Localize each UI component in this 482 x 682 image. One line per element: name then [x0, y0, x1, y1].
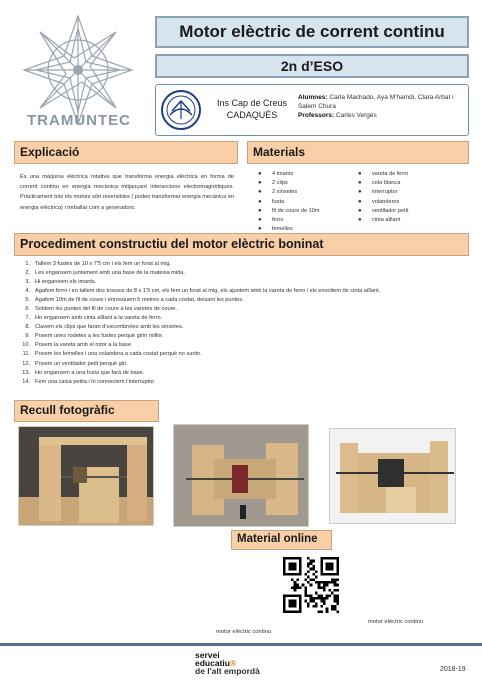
material-item	[258, 170, 358, 179]
course-level: 2n d’ESO	[155, 54, 469, 78]
school-year: 2018-19	[440, 666, 466, 673]
procedure-step	[18, 323, 468, 332]
logo-wordmark: TRAMUNTEC	[27, 112, 131, 129]
step-number: 5.	[25, 297, 30, 304]
material-item	[358, 207, 468, 216]
servei-educatiu-logo	[195, 651, 260, 675]
explicacio-text: És una màquina elèctrica rotativa que transforma energia elèctrica en forma de corrent continu en energia mecànica mitjançant interaccions electromagnètiques. Pràcticament tots els motors són reversibles ( poden transformar energia mecànica en energia elèctrica) i treballar com a generadors.	[20, 174, 234, 211]
step-number: 6.	[25, 306, 30, 313]
material-label: fusta	[272, 198, 285, 205]
material-item	[258, 188, 358, 197]
bullet-icon: ●	[258, 217, 262, 224]
material-item	[358, 198, 468, 207]
procedure-step	[18, 269, 468, 278]
step-number: 10.	[22, 342, 30, 349]
bullet-icon: ●	[358, 198, 362, 205]
brand-line-3: de l'alt empordà	[195, 666, 260, 676]
online-heading: Material online	[231, 530, 332, 550]
step-text: Les enganxem juntament amb una base de la mateixa mida.	[35, 270, 185, 277]
explicacio-heading: Explicació	[14, 141, 238, 164]
step-number: 1.	[25, 261, 30, 267]
bullet-icon: ●	[258, 198, 262, 205]
step-number: 11.	[22, 351, 30, 358]
step-text: Ho enganxem a una fusta que farà de base.	[35, 369, 145, 376]
material-label: fil de coure de 10m	[272, 207, 320, 214]
material-item	[258, 216, 358, 225]
school-name: Ins Cap de Creus CADAQUÉS	[216, 98, 288, 120]
students-names: Carla Machado, Aya M’hamdi, Clara Arbat i Salem Chura	[298, 94, 454, 110]
procedure-step	[18, 350, 468, 359]
bullet-icon: ●	[358, 217, 362, 224]
step-text: Soldem les puntes del fil de coure a les varetes de coure.	[35, 306, 178, 313]
teachers-label: Professors:	[298, 112, 335, 119]
procediment-heading: Procediment constructiu del motor elèctric boninat	[14, 233, 469, 256]
step-text: Hi enganxem els imants.	[35, 279, 97, 286]
bullet-icon: ●	[358, 207, 362, 214]
procedure-step	[18, 378, 468, 387]
step-text: Posem unes rodetes a les fustes perquè girin millor.	[35, 333, 164, 340]
materials-heading: Materials	[247, 141, 469, 164]
materials-list-right	[358, 170, 468, 225]
material-item	[258, 198, 358, 207]
step-text: Agafem 10m de fil de coure i enrosquem 5 metres a cada costat, deixant les puntes.	[35, 297, 244, 304]
photo-motor-side	[329, 428, 456, 524]
teachers-names: Carles Vergés	[335, 112, 377, 119]
material-item	[358, 216, 468, 225]
procedure-step	[18, 296, 468, 305]
qr-caption-right[interactable]: motor elèctric continu	[368, 619, 424, 625]
step-number: 13.	[22, 369, 30, 376]
bullet-icon: ●	[258, 207, 262, 214]
step-number: 2.	[25, 270, 30, 277]
step-text: Agafem ferro i en tallem dos trossos de 8 x 1'5 cm, els fem un forat al mig, els ajuntem amb la vareta de ferro i els envoltem de cinta aïllant.	[35, 288, 381, 295]
bullet-icon: ●	[358, 171, 362, 177]
material-label: cola blanca	[372, 180, 401, 187]
bullet-icon: ●	[358, 180, 362, 187]
bullet-icon: ●	[258, 189, 262, 196]
material-item	[358, 170, 468, 179]
procedure-step	[18, 332, 468, 341]
material-label: cinta aïllant	[372, 217, 401, 224]
photo-motor-front	[18, 426, 154, 526]
material-label: ferro	[272, 217, 284, 224]
brand-line-1: servei	[195, 650, 220, 660]
brand-dot: ®	[229, 658, 237, 668]
school-people	[298, 93, 466, 120]
material-label: vareta de ferro	[372, 171, 409, 177]
brand-line-2: educatiu	[195, 658, 230, 668]
material-item	[358, 179, 468, 188]
material-label: interruptor	[372, 189, 398, 196]
footer-divider	[0, 643, 482, 646]
step-text: Tallem 3 fustes de 10 x 7'5 cm i els fem un forat al mig.	[35, 261, 171, 267]
recull-heading: Recull fotogràfic	[14, 400, 159, 422]
materials-list-left	[258, 170, 358, 234]
qr-code-icon[interactable]	[283, 557, 339, 613]
procedure-step	[18, 369, 468, 378]
procedure-step	[18, 305, 468, 314]
step-text: Ho enganxem amb cinta aïllant a la vareta de ferro.	[35, 315, 163, 322]
step-text: Fem una caixa petita i hi connectem l’interruptor.	[35, 378, 156, 385]
material-item	[358, 188, 468, 197]
step-text: Clavem els clips que faran d’escombretes amb les xinxetes.	[35, 324, 184, 331]
procedure-step	[18, 360, 468, 369]
material-label: 2 clips	[272, 180, 288, 187]
bullet-icon: ●	[258, 171, 262, 177]
step-text: Posem un ventilador petit perquè giri.	[35, 360, 128, 367]
bullet-icon: ●	[358, 189, 362, 196]
material-label: 4 imants	[272, 171, 294, 177]
qr-caption-left[interactable]: motor elèctric continu	[216, 629, 272, 635]
page-title: Motor elèctric de corrent continu	[155, 16, 469, 48]
material-label: femelles	[272, 226, 293, 233]
school-info-box	[155, 84, 469, 136]
photo-motor-top	[173, 424, 309, 527]
procedure-step	[18, 278, 468, 287]
bullet-icon: ●	[258, 226, 262, 233]
material-label: ventilador petit	[372, 207, 409, 214]
material-item	[258, 207, 358, 216]
step-number: 14.	[22, 378, 30, 385]
step-number: 4.	[25, 288, 30, 295]
step-text: Posem les femelles i una volandera a cada costat perquè no surtin.	[35, 351, 202, 358]
procedure-step	[18, 287, 468, 296]
students-label: Alumnes:	[298, 94, 328, 101]
step-number: 8.	[25, 324, 30, 331]
procediment-steps	[18, 260, 468, 387]
step-number: 9.	[25, 333, 30, 340]
step-number: 7.	[25, 315, 30, 322]
school-seal-icon	[160, 89, 202, 131]
bullet-icon: ●	[258, 180, 262, 187]
material-label: volanderes	[372, 198, 400, 205]
procedure-step	[18, 260, 468, 269]
step-number: 12.	[22, 360, 30, 367]
material-item	[258, 179, 358, 188]
material-label: 2 xinxetes	[272, 189, 298, 196]
step-number: 3.	[25, 279, 30, 286]
procedure-step	[18, 314, 468, 323]
step-text: Posem la vareta amb el rotor a la base	[35, 342, 132, 349]
procedure-step	[18, 341, 468, 350]
